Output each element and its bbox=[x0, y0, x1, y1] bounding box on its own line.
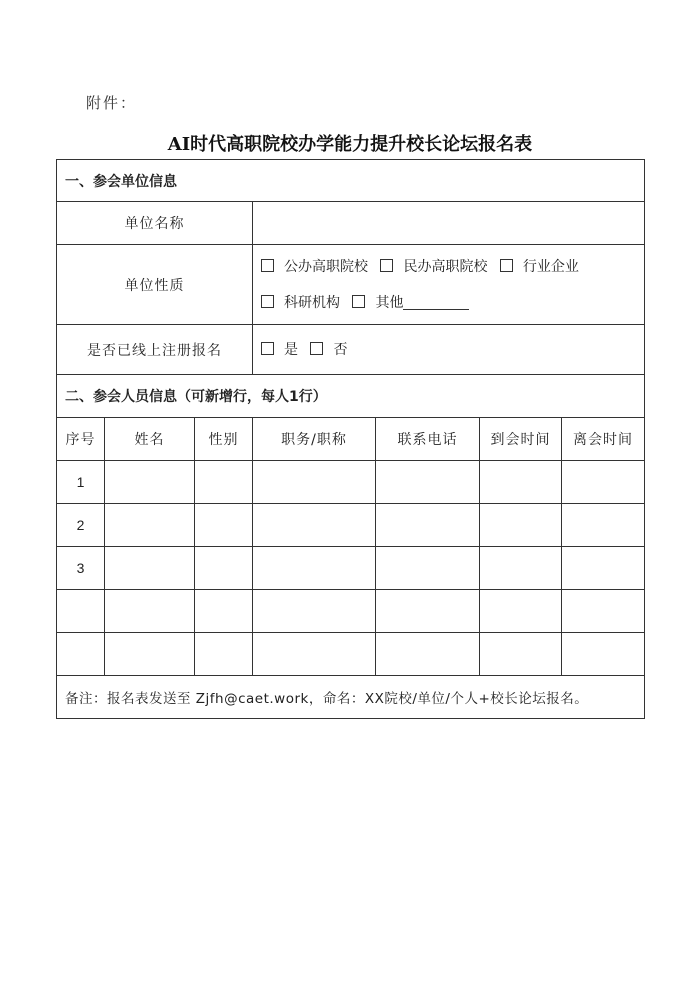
footnote: 备注：报名表发送至 Zjfh@caet.work，命名：XX院校/单位/个人+校长论坛报名。 bbox=[57, 676, 645, 719]
table-cell[interactable] bbox=[195, 590, 253, 633]
table-cell[interactable] bbox=[105, 633, 195, 676]
option-label: 行业企业 bbox=[522, 258, 579, 275]
table-cell[interactable] bbox=[105, 547, 195, 590]
table-cell[interactable] bbox=[562, 633, 645, 676]
row-index: 3 bbox=[57, 547, 105, 590]
option-label: 民办高职院校 bbox=[403, 258, 488, 275]
table-cell[interactable] bbox=[195, 504, 253, 547]
online-registered-options bbox=[253, 325, 645, 375]
checkbox[interactable] bbox=[500, 259, 513, 272]
checkbox[interactable] bbox=[261, 295, 274, 308]
row-index bbox=[57, 590, 105, 633]
column-header-title: 职务/职称 bbox=[253, 418, 376, 461]
unit-name-label: 单位名称 bbox=[57, 202, 253, 245]
table-cell[interactable] bbox=[480, 504, 562, 547]
unit-type-option-private[interactable] bbox=[380, 259, 487, 275]
checkbox[interactable] bbox=[261, 342, 274, 355]
checkbox[interactable] bbox=[261, 259, 274, 272]
unit-type-option-public[interactable] bbox=[261, 259, 368, 275]
table-cell[interactable] bbox=[253, 590, 376, 633]
table-row bbox=[57, 547, 645, 590]
column-header-gender: 性别 bbox=[195, 418, 253, 461]
table-cell[interactable] bbox=[562, 461, 645, 504]
table-cell[interactable] bbox=[376, 547, 480, 590]
option-label: 其他 bbox=[375, 294, 404, 311]
table-row bbox=[57, 633, 645, 676]
table-row bbox=[57, 461, 645, 504]
option-label: 否 bbox=[333, 341, 348, 358]
option-label: 公办高职院校 bbox=[284, 258, 368, 275]
registration-form-table bbox=[56, 159, 645, 719]
checkbox[interactable] bbox=[380, 259, 393, 272]
unit-type-option-other[interactable] bbox=[352, 295, 469, 311]
table-cell[interactable] bbox=[253, 633, 376, 676]
table-cell[interactable] bbox=[253, 547, 376, 590]
checkbox[interactable] bbox=[352, 295, 365, 308]
unit-type-option-enterprise[interactable] bbox=[500, 259, 579, 275]
table-cell[interactable] bbox=[105, 590, 195, 633]
table-cell[interactable] bbox=[376, 461, 480, 504]
table-row bbox=[57, 504, 645, 547]
table-cell[interactable] bbox=[480, 547, 562, 590]
checkbox[interactable] bbox=[310, 342, 323, 355]
table-cell[interactable] bbox=[105, 461, 195, 504]
table-cell[interactable] bbox=[562, 504, 645, 547]
online-registered-yes[interactable] bbox=[261, 342, 298, 358]
table-cell[interactable] bbox=[562, 547, 645, 590]
section1-heading: 一、参会单位信息 bbox=[57, 160, 645, 202]
table-cell[interactable] bbox=[253, 504, 376, 547]
table-cell[interactable] bbox=[480, 590, 562, 633]
table-cell[interactable] bbox=[195, 633, 253, 676]
option-label: 科研机构 bbox=[284, 294, 340, 311]
option-label: 是 bbox=[284, 341, 298, 358]
attachment-label: 附件： bbox=[86, 94, 138, 112]
row-index: 1 bbox=[57, 461, 105, 504]
unit-type-options bbox=[253, 245, 645, 325]
table-cell[interactable] bbox=[480, 461, 562, 504]
other-blank-line[interactable] bbox=[403, 295, 469, 310]
column-header-departure: 离会时间 bbox=[562, 418, 645, 461]
table-cell[interactable] bbox=[105, 504, 195, 547]
table-cell[interactable] bbox=[195, 547, 253, 590]
table-cell[interactable] bbox=[376, 633, 480, 676]
unit-type-option-research[interactable] bbox=[261, 295, 340, 311]
table-cell[interactable] bbox=[376, 504, 480, 547]
form-title: AI时代高职院校办学能力提升校长论坛报名表 bbox=[167, 134, 533, 155]
column-header-phone: 联系电话 bbox=[376, 418, 480, 461]
row-index: 2 bbox=[57, 504, 105, 547]
column-header-index: 序号 bbox=[57, 418, 105, 461]
row-index bbox=[57, 633, 105, 676]
column-header-arrival: 到会时间 bbox=[480, 418, 562, 461]
table-cell[interactable] bbox=[253, 461, 376, 504]
table-cell[interactable] bbox=[195, 461, 253, 504]
table-cell[interactable] bbox=[480, 633, 562, 676]
online-registered-label: 是否已线上注册报名 bbox=[57, 325, 253, 375]
table-row bbox=[57, 590, 645, 633]
section2-heading: 二、参会人员信息（可新增行，每人1行） bbox=[57, 375, 645, 418]
unit-name-field[interactable] bbox=[253, 202, 645, 245]
online-registered-no[interactable] bbox=[310, 342, 347, 358]
column-header-name: 姓名 bbox=[105, 418, 195, 461]
table-cell[interactable] bbox=[562, 590, 645, 633]
table-cell[interactable] bbox=[376, 590, 480, 633]
unit-type-label: 单位性质 bbox=[57, 245, 253, 325]
